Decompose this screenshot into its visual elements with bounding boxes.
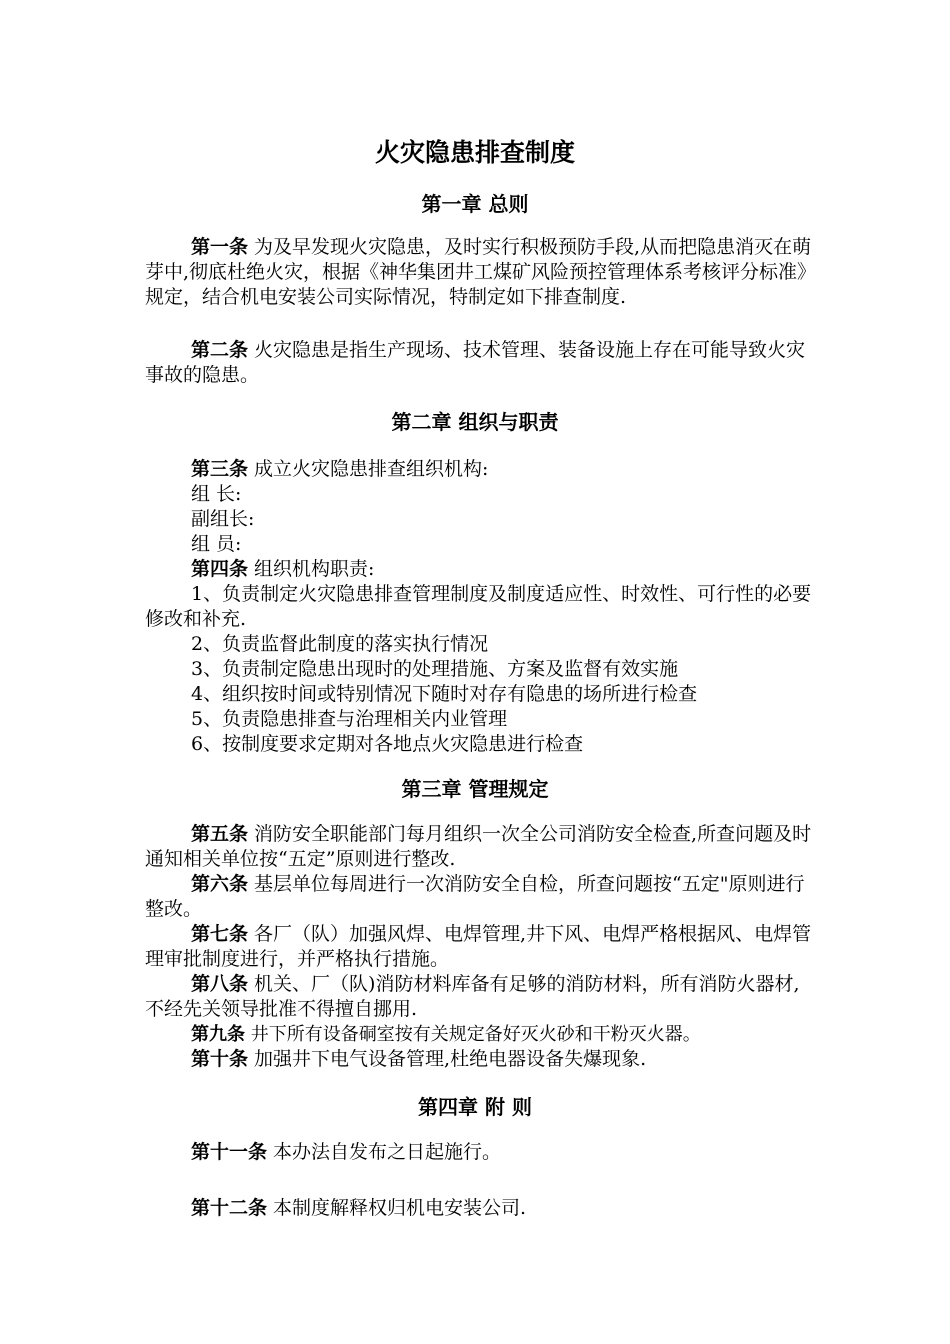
article-7 (145, 922, 815, 972)
article-11-text: 本办法自发布之日起施行。 (267, 1141, 502, 1163)
article-5-text: 消防安全职能部门每月组织一次全公司消防安全检查,所查问题及时通知相关单位按“五定”原则进行整改. (145, 823, 812, 870)
duty-item: 6、按制度要求定期对各地点火灾隐患进行检查 (191, 733, 584, 755)
article-8-text: 机关、厂（队)消防材料库备有足够的消防材料，所有消防火器材,不经先关领导批准不得擅自挪用. (145, 973, 800, 1020)
article-5 (145, 822, 815, 872)
duty-item: 3、负责制定隐患出现时的处理措施、方案及监督有效实施 (191, 658, 679, 680)
article-9 (191, 1022, 701, 1047)
chapter-1-heading: 第一章 总则 (421, 192, 529, 216)
duty-item: 5、负责隐患排查与治理相关内业管理 (191, 708, 508, 730)
article-9-label: 第九条 (191, 1024, 245, 1045)
article-9-text: 井下所有设备硐室按有关规定备好灭火砂和干粉灭火器。 (245, 1024, 701, 1045)
article-8-label: 第八条 (191, 973, 249, 995)
article-10 (191, 1047, 646, 1072)
article-11 (191, 1140, 501, 1165)
chapter-4-heading: 第四章 附 则 (418, 1095, 532, 1119)
article-1 (145, 235, 815, 310)
org-deputy-leader: 副组长: (191, 508, 255, 530)
article-1-text: 为及早发现火灾隐患，及时实行积极预防手段,从而把隐患消灭在萌芽中,彻底杜绝火灾，根据《神华集团井工煤矿风险预控管理体系考核评分标准》规定，结合机电安装公司实际情况，特制定如下排查制度. (145, 236, 812, 308)
duty-item: 1、负责制定火灾隐患排查管理制度及制度适应性、时效性、可行性的必要修改和补充. (145, 583, 812, 630)
article-2 (145, 338, 815, 388)
article-4 (191, 557, 374, 582)
duty-item: 2、负责监督此制度的落实执行情况 (191, 633, 489, 655)
article-12-label: 第十二条 (191, 1197, 268, 1219)
article-7-label: 第七条 (191, 923, 249, 945)
article-8 (145, 972, 815, 1022)
org-leader: 组 长: (191, 483, 242, 505)
article-2-label: 第二条 (191, 339, 249, 361)
article-10-label: 第十条 (191, 1048, 249, 1070)
chapter-2-heading: 第二章 组织与职责 (391, 410, 559, 434)
article-2-text: 火灾隐患是指生产现场、技术管理、装备设施上存在可能导致火灾事故的隐患。 (145, 339, 806, 386)
article-12-text: 本制度解释权归机电安装公司. (267, 1197, 527, 1219)
article-12 (191, 1196, 526, 1221)
article-6 (145, 872, 815, 922)
article-6-text: 基层单位每周进行一次消防安全自检，所查问题按“五定"原则进行整改。 (145, 873, 805, 920)
article-3 (191, 457, 488, 482)
article-3-label: 第三条 (191, 458, 249, 480)
chapter-3-heading: 第三章 管理规定 (401, 777, 549, 801)
article-6-label: 第六条 (191, 873, 249, 895)
article-5-label: 第五条 (191, 823, 249, 845)
duty-item: 4、组织按时间或特别情况下随时对存有隐患的场所进行检查 (191, 683, 698, 705)
article-4-label: 第四条 (191, 558, 249, 580)
document-title: 火灾隐患排查制度 (374, 138, 575, 167)
article-1-label: 第一条 (191, 236, 249, 258)
article-7-text: 各厂（队）加强风焊、电焊管理,井下风、电焊严格根据风、电焊管理审批制度进行，并严格执行措施。 (145, 923, 812, 970)
article-3-text: 成立火灾隐患排查组织机构: (248, 458, 489, 480)
article-4-text: 组织机构职责: (248, 558, 375, 580)
org-member: 组 员: (191, 533, 242, 555)
article-10-text: 加强井下电气设备管理,杜绝电器设备失爆现象. (248, 1048, 647, 1070)
article-11-label: 第十一条 (191, 1141, 268, 1163)
